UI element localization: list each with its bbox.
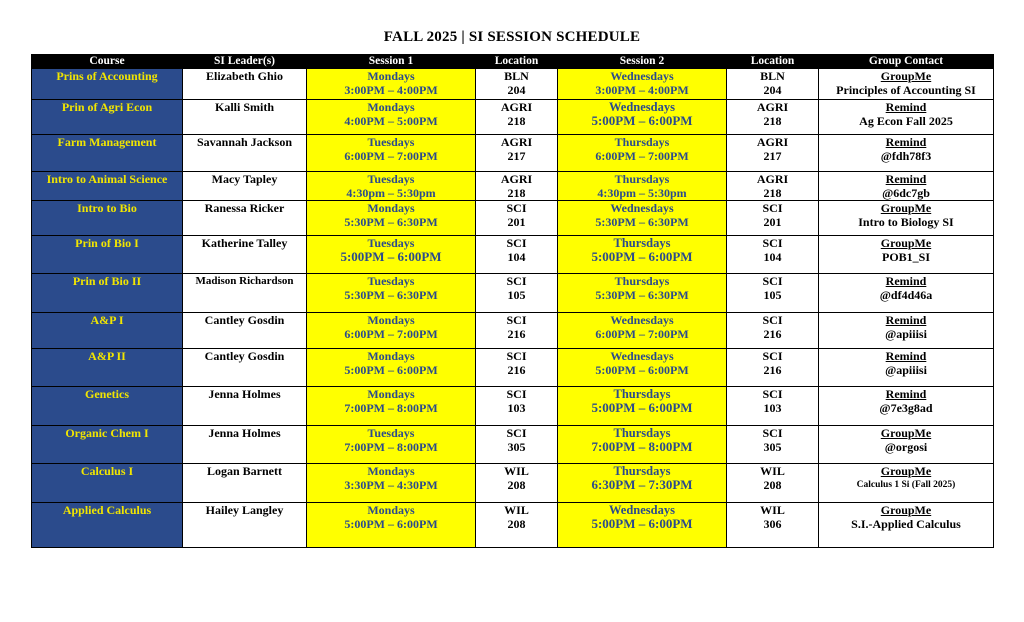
session-1-cell (307, 100, 476, 135)
session-2-time: 6:00PM – 7:00PM (595, 149, 689, 163)
group-name: @orgosi (884, 440, 928, 454)
session-1-cell (307, 135, 476, 172)
group-name: @df4d46a (879, 288, 933, 302)
location-1-room: 105 (507, 288, 526, 302)
si-leader: Logan Barnett (183, 464, 307, 503)
group-app-link[interactable]: Remind (885, 135, 927, 149)
session-2-cell (558, 464, 727, 503)
session-1-time: 3:00PM – 4:00PM (344, 83, 438, 97)
course-name: Prin of Bio I (32, 236, 183, 274)
location-1-cell (476, 387, 558, 426)
table-row (32, 387, 994, 426)
si-leader: Cantley Gosdin (183, 349, 307, 387)
si-leader: Hailey Langley (183, 503, 307, 548)
location-1-room: 104 (507, 250, 526, 264)
group-contact-cell (819, 274, 994, 313)
si-leader: Savannah Jackson (183, 135, 307, 172)
header-row (32, 55, 994, 69)
table-row (32, 172, 994, 201)
session-1-time: 5:30PM – 6:30PM (344, 288, 438, 302)
session-1-time: 3:30PM – 4:30PM (344, 478, 438, 492)
session-1-cell (307, 274, 476, 313)
session-1-day: Tuesdays (367, 172, 415, 186)
session-1-time: 5:00PM – 6:00PM (344, 517, 438, 531)
location-1-room: 218 (507, 186, 526, 200)
location-2-building: SCI (762, 274, 783, 288)
session-2-time: 5:00PM – 6:00PM (591, 400, 693, 415)
table-row (32, 135, 994, 172)
location-2-room: 204 (763, 83, 782, 97)
location-1-building: BLN (504, 69, 529, 83)
group-name: @7e3g8ad (879, 401, 933, 415)
location-1-building: SCI (506, 236, 527, 250)
session-2-day: Thursdays (613, 426, 671, 440)
location-2-building: AGRI (756, 135, 789, 149)
session-2-day: Wednesdays (610, 313, 674, 327)
group-app-link[interactable]: GroupMe (880, 69, 932, 83)
session-2-time: 5:00PM – 6:00PM (595, 363, 689, 377)
course-name: Calculus I (32, 464, 183, 503)
location-1-cell (476, 100, 558, 135)
course-name: Farm Management (32, 135, 183, 172)
group-name: POB1_SI (881, 250, 930, 264)
group-app-link[interactable]: Remind (885, 100, 927, 114)
location-2-room: 104 (763, 250, 782, 264)
location-1-cell (476, 274, 558, 313)
session-1-day: Mondays (367, 387, 415, 401)
location-1-building: AGRI (500, 135, 533, 149)
location-1-room: 208 (507, 517, 526, 531)
location-1-cell (476, 503, 558, 548)
location-2-building: SCI (762, 426, 783, 440)
si-leader: Ranessa Ricker (183, 201, 307, 236)
course-name: Prin of Bio II (32, 274, 183, 313)
location-2-room: 218 (763, 186, 782, 200)
session-2-cell (558, 69, 727, 100)
group-contact-cell (819, 387, 994, 426)
location-1-building: SCI (506, 274, 527, 288)
location-1-cell (476, 201, 558, 236)
group-name: Calculus 1 Si (Fall 2025) (856, 480, 956, 490)
group-app-link[interactable]: Remind (885, 313, 927, 327)
group-name: S.I.-Applied Calculus (851, 517, 961, 531)
session-1-cell (307, 387, 476, 426)
location-2-room: 208 (763, 478, 782, 492)
table-row (32, 503, 994, 548)
location-2-building: WIL (760, 503, 785, 517)
session-2-cell (558, 426, 727, 464)
si-leader: Katherine Talley (183, 236, 307, 274)
group-app-link[interactable]: GroupMe (880, 426, 932, 440)
session-2-time: 5:00PM – 6:00PM (591, 113, 693, 128)
si-leader: Macy Tapley (183, 172, 307, 201)
course-name: Applied Calculus (32, 503, 183, 548)
session-2-day: Thursdays (613, 236, 671, 250)
group-app-link[interactable]: Remind (885, 349, 927, 363)
location-1-room: 208 (507, 478, 526, 492)
session-1-day: Mondays (367, 464, 415, 478)
location-2-room: 306 (763, 517, 782, 531)
location-1-cell (476, 172, 558, 201)
group-contact-cell (819, 69, 994, 100)
location-1-cell (476, 464, 558, 503)
location-2-cell (727, 69, 819, 100)
group-contact-cell (819, 135, 994, 172)
session-1-time: 6:00PM – 7:00PM (344, 149, 438, 163)
location-1-cell (476, 426, 558, 464)
session-2-time: 5:00PM – 6:00PM (591, 516, 693, 531)
location-1-room: 103 (507, 401, 526, 415)
session-2-cell (558, 503, 727, 548)
course-name: A&P I (32, 313, 183, 349)
location-1-building: SCI (506, 201, 527, 215)
session-2-day: Thursdays (613, 387, 671, 401)
table-row (32, 464, 994, 503)
course-name: Genetics (32, 387, 183, 426)
session-2-cell (558, 274, 727, 313)
course-name: Prins of Accounting (32, 69, 183, 100)
group-contact-cell (819, 236, 994, 274)
session-2-time: 6:00PM – 7:00PM (595, 327, 689, 341)
session-2-day: Thursdays (614, 172, 670, 186)
session-2-day: Thursdays (614, 274, 670, 288)
session-2-time: 5:30PM – 6:30PM (595, 288, 689, 302)
si-leader: Madison Richardson (183, 274, 307, 313)
location-2-cell (727, 135, 819, 172)
location-2-room: 218 (763, 114, 782, 128)
session-1-day: Mondays (367, 100, 415, 114)
session-1-cell (307, 503, 476, 548)
session-1-cell (307, 464, 476, 503)
location-1-building: SCI (506, 426, 527, 440)
location-1-building: AGRI (500, 100, 533, 114)
location-2-building: AGRI (756, 172, 789, 186)
location-2-building: AGRI (756, 100, 789, 114)
table-row (32, 313, 994, 349)
location-2-building: SCI (762, 313, 783, 327)
location-2-room: 105 (763, 288, 782, 302)
session-1-day: Mondays (367, 349, 415, 363)
group-contact-cell (819, 503, 994, 548)
location-2-room: 217 (763, 149, 782, 163)
location-2-room: 216 (763, 363, 782, 377)
location-2-cell (727, 387, 819, 426)
si-leader: Kalli Smith (183, 100, 307, 135)
session-1-time: 5:00PM – 6:00PM (340, 249, 442, 264)
location-2-building: WIL (760, 464, 785, 478)
page-title: FALL 2025 | SI SESSION SCHEDULE (383, 29, 641, 45)
course-name: A&P II (32, 349, 183, 387)
session-2-time: 7:00PM – 8:00PM (591, 439, 693, 454)
session-1-day: Mondays (367, 69, 415, 83)
session-1-time: 6:00PM – 7:00PM (344, 327, 438, 341)
course-name: Organic Chem I (32, 426, 183, 464)
location-2-cell (727, 201, 819, 236)
session-1-cell (307, 313, 476, 349)
session-1-time: 4:30pm – 5:30pm (346, 186, 436, 200)
location-2-room: 201 (763, 215, 782, 229)
session-1-day: Mondays (367, 313, 415, 327)
table-row (32, 349, 994, 387)
location-2-building: SCI (762, 387, 783, 401)
session-1-cell (307, 69, 476, 100)
group-contact-cell (819, 100, 994, 135)
si-leader: Jenna Holmes (183, 426, 307, 464)
header-location-1: Location (476, 55, 558, 69)
group-name: Principles of Accounting SI (836, 83, 976, 97)
si-leader: Elizabeth Ghio (183, 69, 307, 100)
location-2-cell (727, 172, 819, 201)
session-1-day: Tuesdays (367, 274, 415, 288)
session-2-cell (558, 349, 727, 387)
group-contact-cell (819, 172, 994, 201)
location-1-room: 201 (507, 215, 526, 229)
session-2-cell (558, 236, 727, 274)
location-1-building: SCI (506, 313, 527, 327)
group-contact-cell (819, 426, 994, 464)
session-2-cell (558, 100, 727, 135)
session-2-day: Thursdays (613, 464, 671, 478)
location-1-room: 216 (507, 363, 526, 377)
si-leader: Jenna Holmes (183, 387, 307, 426)
group-name: @fdh78f3 (880, 149, 932, 163)
group-name: Intro to Biology SI (858, 215, 954, 229)
session-2-time: 3:00PM – 4:00PM (595, 83, 689, 97)
session-2-day: Wednesdays (609, 100, 675, 114)
location-2-room: 216 (763, 327, 782, 341)
session-2-time: 5:00PM – 6:00PM (591, 249, 693, 264)
group-app-link[interactable]: Remind (885, 172, 927, 186)
session-1-time: 7:00PM – 8:00PM (344, 440, 438, 454)
location-2-cell (727, 236, 819, 274)
session-1-time: 7:00PM – 8:00PM (344, 401, 438, 415)
schedule-table (31, 54, 994, 548)
location-2-building: BLN (760, 69, 785, 83)
location-1-cell (476, 135, 558, 172)
session-2-time: 4:30pm – 5:30pm (597, 186, 687, 200)
group-app-link[interactable]: Remind (885, 274, 927, 288)
table-row (32, 201, 994, 236)
session-1-cell (307, 349, 476, 387)
session-1-time: 5:00PM – 6:00PM (344, 363, 438, 377)
session-2-day: Wednesdays (610, 201, 674, 215)
session-1-cell (307, 236, 476, 274)
header-course: Course (32, 55, 183, 69)
location-2-cell (727, 313, 819, 349)
group-name: @6dc7gb (882, 186, 930, 200)
group-app-link[interactable]: GroupMe (880, 201, 932, 215)
location-1-cell (476, 236, 558, 274)
location-2-cell (727, 464, 819, 503)
group-contact-cell (819, 464, 994, 503)
group-name: @apiiisi (885, 363, 927, 377)
table-row (32, 236, 994, 274)
session-2-day: Wednesdays (609, 503, 675, 517)
location-1-building: WIL (504, 464, 529, 478)
session-1-day: Tuesdays (367, 426, 415, 440)
location-1-room: 218 (507, 114, 526, 128)
session-1-day: Tuesdays (367, 236, 415, 250)
location-2-cell (727, 349, 819, 387)
session-1-day: Mondays (367, 503, 415, 517)
location-1-building: SCI (506, 349, 527, 363)
session-1-cell (307, 172, 476, 201)
session-2-cell (558, 387, 727, 426)
location-1-building: WIL (504, 503, 529, 517)
group-app-link[interactable]: GroupMe (880, 464, 932, 478)
session-1-day: Mondays (367, 201, 415, 215)
group-app-link[interactable]: GroupMe (880, 503, 932, 517)
location-1-building: AGRI (500, 172, 533, 186)
location-1-building: SCI (506, 387, 527, 401)
group-name: Ag Econ Fall 2025 (859, 114, 953, 128)
location-2-cell (727, 100, 819, 135)
session-2-day: Wednesdays (610, 69, 674, 83)
location-1-room: 216 (507, 327, 526, 341)
session-1-cell (307, 426, 476, 464)
location-1-cell (476, 349, 558, 387)
header-si-leader: SI Leader(s) (183, 55, 307, 69)
location-1-cell (476, 313, 558, 349)
location-2-cell (727, 274, 819, 313)
location-1-room: 204 (507, 83, 526, 97)
session-2-cell (558, 172, 727, 201)
si-leader: Cantley Gosdin (183, 313, 307, 349)
session-2-cell (558, 313, 727, 349)
group-app-link[interactable]: Remind (885, 387, 927, 401)
session-1-time: 5:30PM – 6:30PM (344, 215, 438, 229)
group-contact-cell (819, 201, 994, 236)
header-location-2: Location (727, 55, 819, 69)
group-name: @apiiisi (885, 327, 927, 341)
location-2-room: 103 (763, 401, 782, 415)
session-1-day: Tuesdays (367, 135, 415, 149)
location-2-room: 305 (763, 440, 782, 454)
group-app-link[interactable]: GroupMe (880, 236, 932, 250)
session-2-cell (558, 201, 727, 236)
location-1-cell (476, 69, 558, 100)
table-row (32, 426, 994, 464)
table-row (32, 274, 994, 313)
header-session-1: Session 1 (307, 55, 476, 69)
location-2-building: SCI (762, 236, 783, 250)
table-row (32, 69, 994, 100)
session-2-cell (558, 135, 727, 172)
location-2-building: SCI (762, 201, 783, 215)
header-group-contact: Group Contact (819, 55, 994, 69)
location-2-cell (727, 426, 819, 464)
session-2-time: 5:30PM – 6:30PM (595, 215, 689, 229)
location-2-building: SCI (762, 349, 783, 363)
group-contact-cell (819, 349, 994, 387)
location-1-room: 305 (507, 440, 526, 454)
session-2-day: Wednesdays (610, 349, 674, 363)
session-1-time: 4:00PM – 5:00PM (344, 114, 438, 128)
group-contact-cell (819, 313, 994, 349)
session-2-day: Thursdays (614, 135, 670, 149)
session-2-time: 6:30PM – 7:30PM (591, 477, 693, 492)
course-name: Prin of Agri Econ (32, 100, 183, 135)
location-2-cell (727, 503, 819, 548)
table-row (32, 100, 994, 135)
header-session-2: Session 2 (558, 55, 727, 69)
course-name: Intro to Animal Science (32, 172, 183, 201)
course-name: Intro to Bio (32, 201, 183, 236)
session-1-cell (307, 201, 476, 236)
location-1-room: 217 (507, 149, 526, 163)
